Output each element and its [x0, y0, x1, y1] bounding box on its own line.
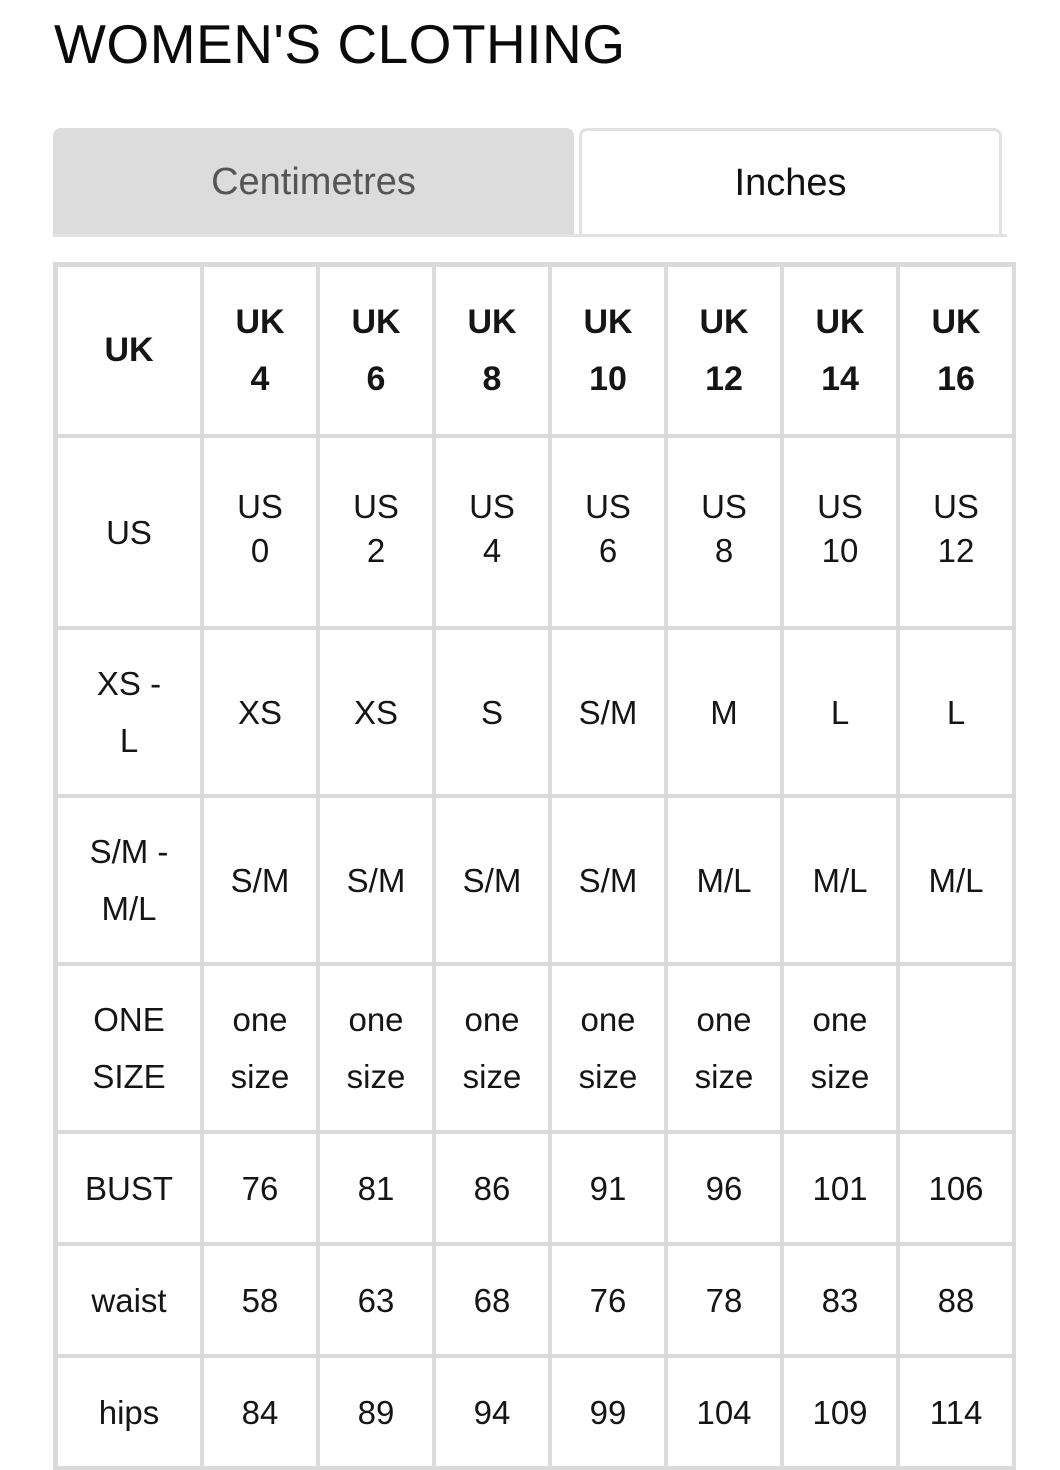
size-cell [900, 1246, 1016, 1358]
size-value: one size [694, 1001, 754, 1095]
size-cell [204, 1358, 320, 1470]
size-value: UK 10 [583, 302, 633, 398]
size-value: UK 4 [235, 302, 285, 398]
size-value: 94 [473, 1393, 511, 1431]
size-cell [436, 267, 552, 438]
bust-row [58, 1134, 1016, 1246]
size-value: 81 [357, 1169, 395, 1207]
unit-tabs [53, 128, 1007, 238]
size-value: S/M [462, 861, 522, 899]
size-value: one size [346, 1001, 406, 1095]
row-label: BUST [84, 1169, 173, 1207]
size-value: 76 [241, 1169, 279, 1207]
size-value: 109 [812, 1393, 868, 1431]
size-cell [668, 1358, 784, 1470]
size-cell [552, 966, 668, 1134]
xs-l-row [58, 630, 1016, 798]
size-cell [900, 966, 1016, 1134]
size-value: S [480, 693, 503, 731]
tab-centimetres[interactable]: Centimetres [53, 128, 574, 236]
size-cell [552, 267, 668, 438]
size-value: L [946, 693, 966, 731]
size-cell [204, 630, 320, 798]
row-label-cell [58, 1134, 204, 1246]
size-value: 63 [357, 1281, 395, 1319]
size-value: one size [230, 1001, 290, 1095]
size-value: US 0 [237, 488, 283, 569]
tabs-divider [53, 234, 1007, 237]
size-cell [900, 267, 1016, 438]
size-value: UK 6 [351, 302, 401, 398]
size-value: 114 [929, 1393, 983, 1431]
size-cell [320, 438, 436, 630]
size-cell [552, 630, 668, 798]
size-value: one size [810, 1001, 870, 1095]
size-value: 88 [937, 1281, 975, 1319]
row-label-cell [58, 438, 204, 630]
size-value: 86 [473, 1169, 511, 1207]
size-cell [668, 630, 784, 798]
size-cell [436, 966, 552, 1134]
size-value: L [830, 693, 850, 731]
row-label: ONE SIZE [92, 1001, 166, 1095]
size-cell [320, 1358, 436, 1470]
size-value: 91 [589, 1169, 627, 1207]
row-label-cell [58, 267, 204, 438]
page-title: WOMEN'S CLOTHING [54, 13, 626, 75]
us-size-row [58, 438, 1016, 630]
size-cell [784, 1134, 900, 1246]
size-value: 89 [357, 1393, 395, 1431]
size-cell [900, 1134, 1016, 1246]
row-label-cell [58, 630, 204, 798]
tab-inches[interactable]: Inches [579, 128, 1002, 236]
size-value: 78 [705, 1281, 743, 1319]
size-cell [784, 1358, 900, 1470]
size-cell [204, 1134, 320, 1246]
size-value: UK 8 [467, 302, 517, 398]
size-cell [436, 438, 552, 630]
size-cell [320, 966, 436, 1134]
size-value: S/M [346, 861, 406, 899]
size-value: 106 [928, 1169, 984, 1207]
size-cell [320, 1134, 436, 1246]
size-value: 84 [241, 1393, 279, 1431]
size-cell [436, 1134, 552, 1246]
size-value: S/M [578, 693, 638, 731]
size-chart-table [53, 262, 1016, 1470]
size-cell [436, 1358, 552, 1470]
size-cell [784, 966, 900, 1134]
size-value: US 6 [585, 488, 631, 569]
hips-row [58, 1358, 1016, 1470]
size-cell [900, 438, 1016, 630]
size-cell [668, 1134, 784, 1246]
size-cell [784, 1246, 900, 1358]
size-cell [668, 798, 784, 966]
size-value: UK 16 [931, 302, 981, 398]
one-size-row [58, 966, 1016, 1134]
row-label-cell [58, 1358, 204, 1470]
size-cell [552, 1246, 668, 1358]
size-cell [784, 438, 900, 630]
size-value: M [710, 693, 738, 731]
size-cell [320, 798, 436, 966]
size-cell [552, 798, 668, 966]
row-label: UK [104, 331, 154, 369]
size-value: 101 [812, 1169, 868, 1207]
size-value: UK 12 [699, 302, 749, 398]
sm-ml-row [58, 798, 1016, 966]
size-value: XS [353, 693, 399, 731]
size-cell [204, 267, 320, 438]
size-cell [204, 798, 320, 966]
row-label-cell [58, 966, 204, 1134]
size-value: US 10 [817, 488, 863, 569]
size-value: one size [578, 1001, 638, 1095]
size-value: UK 14 [815, 302, 865, 398]
size-cell [436, 798, 552, 966]
size-cell [204, 438, 320, 630]
size-value: US 8 [701, 488, 747, 569]
size-value: 68 [473, 1281, 511, 1319]
size-cell [436, 1246, 552, 1358]
size-value: S/M [578, 861, 638, 899]
size-cell [900, 1358, 1016, 1470]
row-label: S/M - M/L [89, 833, 169, 927]
size-cell [784, 267, 900, 438]
size-value: 83 [821, 1281, 859, 1319]
row-label: US [106, 513, 152, 551]
size-value: 96 [705, 1169, 743, 1207]
size-cell [668, 1246, 784, 1358]
waist-row [58, 1246, 1016, 1358]
size-value: 104 [696, 1393, 752, 1431]
size-value: US 4 [469, 488, 515, 569]
size-cell [552, 1134, 668, 1246]
size-cell [900, 798, 1016, 966]
uk-size-row [58, 267, 1016, 438]
size-value: XS [237, 693, 283, 731]
size-value: US 12 [933, 488, 979, 569]
size-cell [668, 438, 784, 630]
size-cell [436, 630, 552, 798]
size-value: 76 [589, 1281, 627, 1319]
size-cell [204, 966, 320, 1134]
size-cell [784, 630, 900, 798]
size-cell [552, 1358, 668, 1470]
size-value: M/L [928, 861, 984, 899]
size-value: US 2 [353, 488, 399, 569]
row-label: waist [91, 1281, 167, 1319]
row-label-cell [58, 798, 204, 966]
size-cell [784, 798, 900, 966]
size-cell [204, 1246, 320, 1358]
size-value: 58 [241, 1281, 279, 1319]
size-cell [552, 438, 668, 630]
size-cell [668, 966, 784, 1134]
size-value: S/M [230, 861, 290, 899]
size-value: M/L [812, 861, 868, 899]
size-cell [320, 630, 436, 798]
size-cell [320, 1246, 436, 1358]
row-label-cell [58, 1246, 204, 1358]
size-cell [900, 630, 1016, 798]
size-value: M/L [696, 861, 752, 899]
size-cell [668, 267, 784, 438]
size-value: one size [462, 1001, 522, 1095]
size-value: 99 [589, 1393, 627, 1431]
row-label: XS - L [96, 665, 162, 759]
size-cell [320, 267, 436, 438]
row-label: hips [98, 1393, 160, 1431]
